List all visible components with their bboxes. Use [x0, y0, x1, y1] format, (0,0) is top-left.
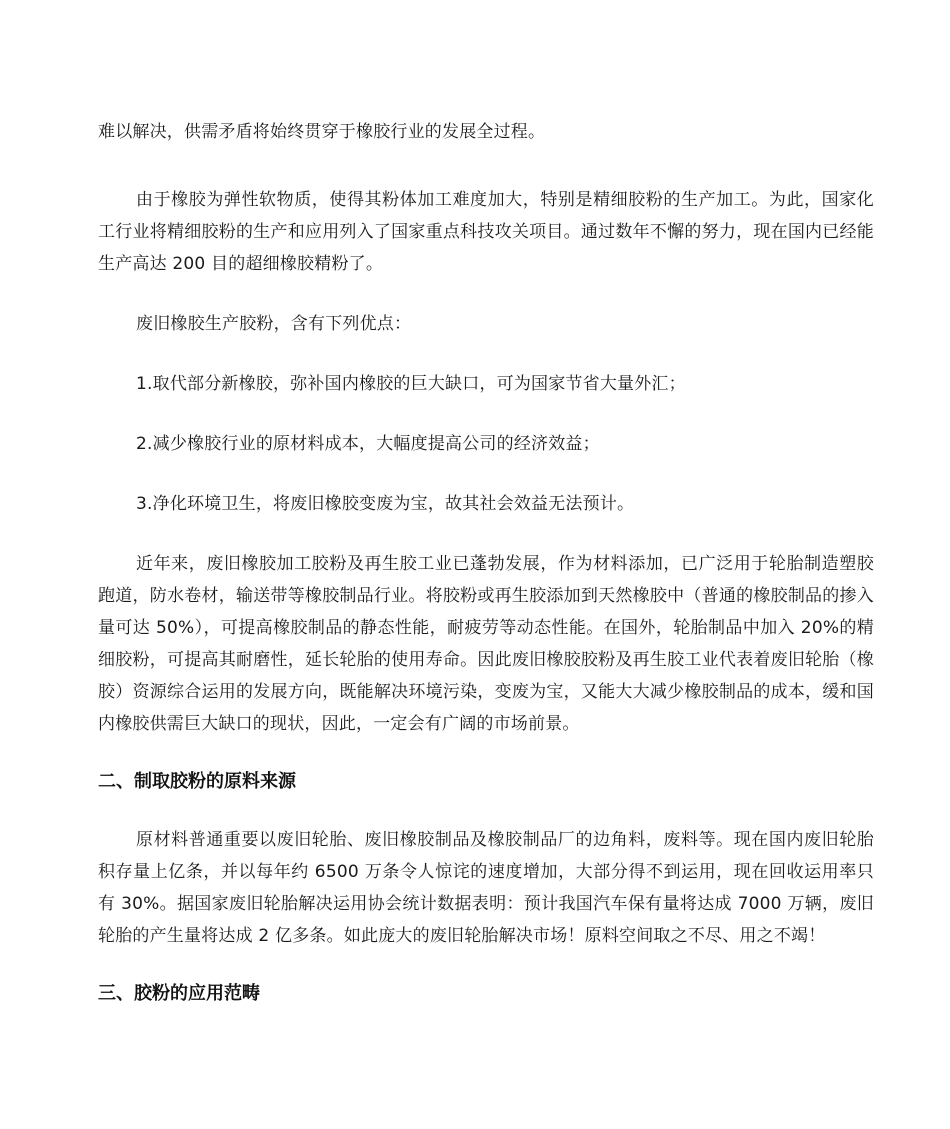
paragraph-raw-materials: 原材料普通重要以废旧轮胎、废旧橡胶制品及橡胶制品厂的边角料，废料等。现在国内废旧轮胎积存量上亿条，并以每年约 6500 万条令人惊诧的速度增加，大部分得不到运用，现在回收运用率只有 30%。据国家废旧轮胎解决运用协会统计数据表明：预计我国汽车保有量将达成 7000 万辆，废旧轮胎的产生量将达成 2 亿多条。如此庞大的废旧轮胎解决市场！原料空间取之不尽、用之不竭！ [98, 830, 874, 946]
document-page [98, 116, 874, 1010]
paragraph-rubber-powder-processing: 由于橡胶为弹性软物质，使得其粉体加工难度加大，特别是精细胶粉的生产加工。为此，国家化工行业将精细胶粉的生产和应用列入了国家重点科技攻关项目。通过数年不懈的努力，现在国内已经能生产高达 200 目的超细橡胶精粉了。 [98, 190, 874, 274]
paragraph-continuation: 难以解决，供需矛盾将始终贯穿于橡胶行业的发展全过程。 [98, 122, 546, 142]
section-heading-raw-materials: 二、制取胶粉的原料来源 [98, 771, 296, 792]
list-item-advantage-1: 1.取代部分新橡胶，弥补国内橡胶的巨大缺口，可为国家节省大量外汇； [136, 374, 686, 394]
paragraph-industry-development: 近年来，废旧橡胶加工胶粉及再生胶工业已蓬勃发展，作为材料添加，已广泛用于轮胎制造塑胶跑道，防水卷材，输送带等橡胶制品行业。将胶粉或再生胶添加到天然橡胶中（普通的橡胶制品的掺入量可达 50%），可提高橡胶制品的静态性能，耐疲劳等动态性能。在国外，轮胎制品中加入 20%的精细胶粉，可提高其耐磨性，延长轮胎的使用寿命。因此废旧橡胶胶粉及再生胶工业代表着废旧轮胎（橡胶）资源综合运用的发展方向，既能解决环境污染，变废为宝，又能大大减少橡胶制品的成本，缓和国内橡胶供需巨大缺口的现状，因此，一定会有广阔的市场前景。 [98, 554, 874, 734]
list-item-advantage-2: 2.减少橡胶行业的原材料成本，大幅度提高公司的经济效益； [136, 434, 600, 454]
paragraph-advantages-intro: 废旧橡胶生产胶粉，含有下列优点： [136, 314, 412, 334]
section-heading-applications: 三、胶粉的应用范畴 [98, 983, 260, 1004]
list-item-advantage-3: 3.净化环境卫生，将废旧橡胶变废为宝，故其社会效益无法预计。 [136, 494, 635, 514]
